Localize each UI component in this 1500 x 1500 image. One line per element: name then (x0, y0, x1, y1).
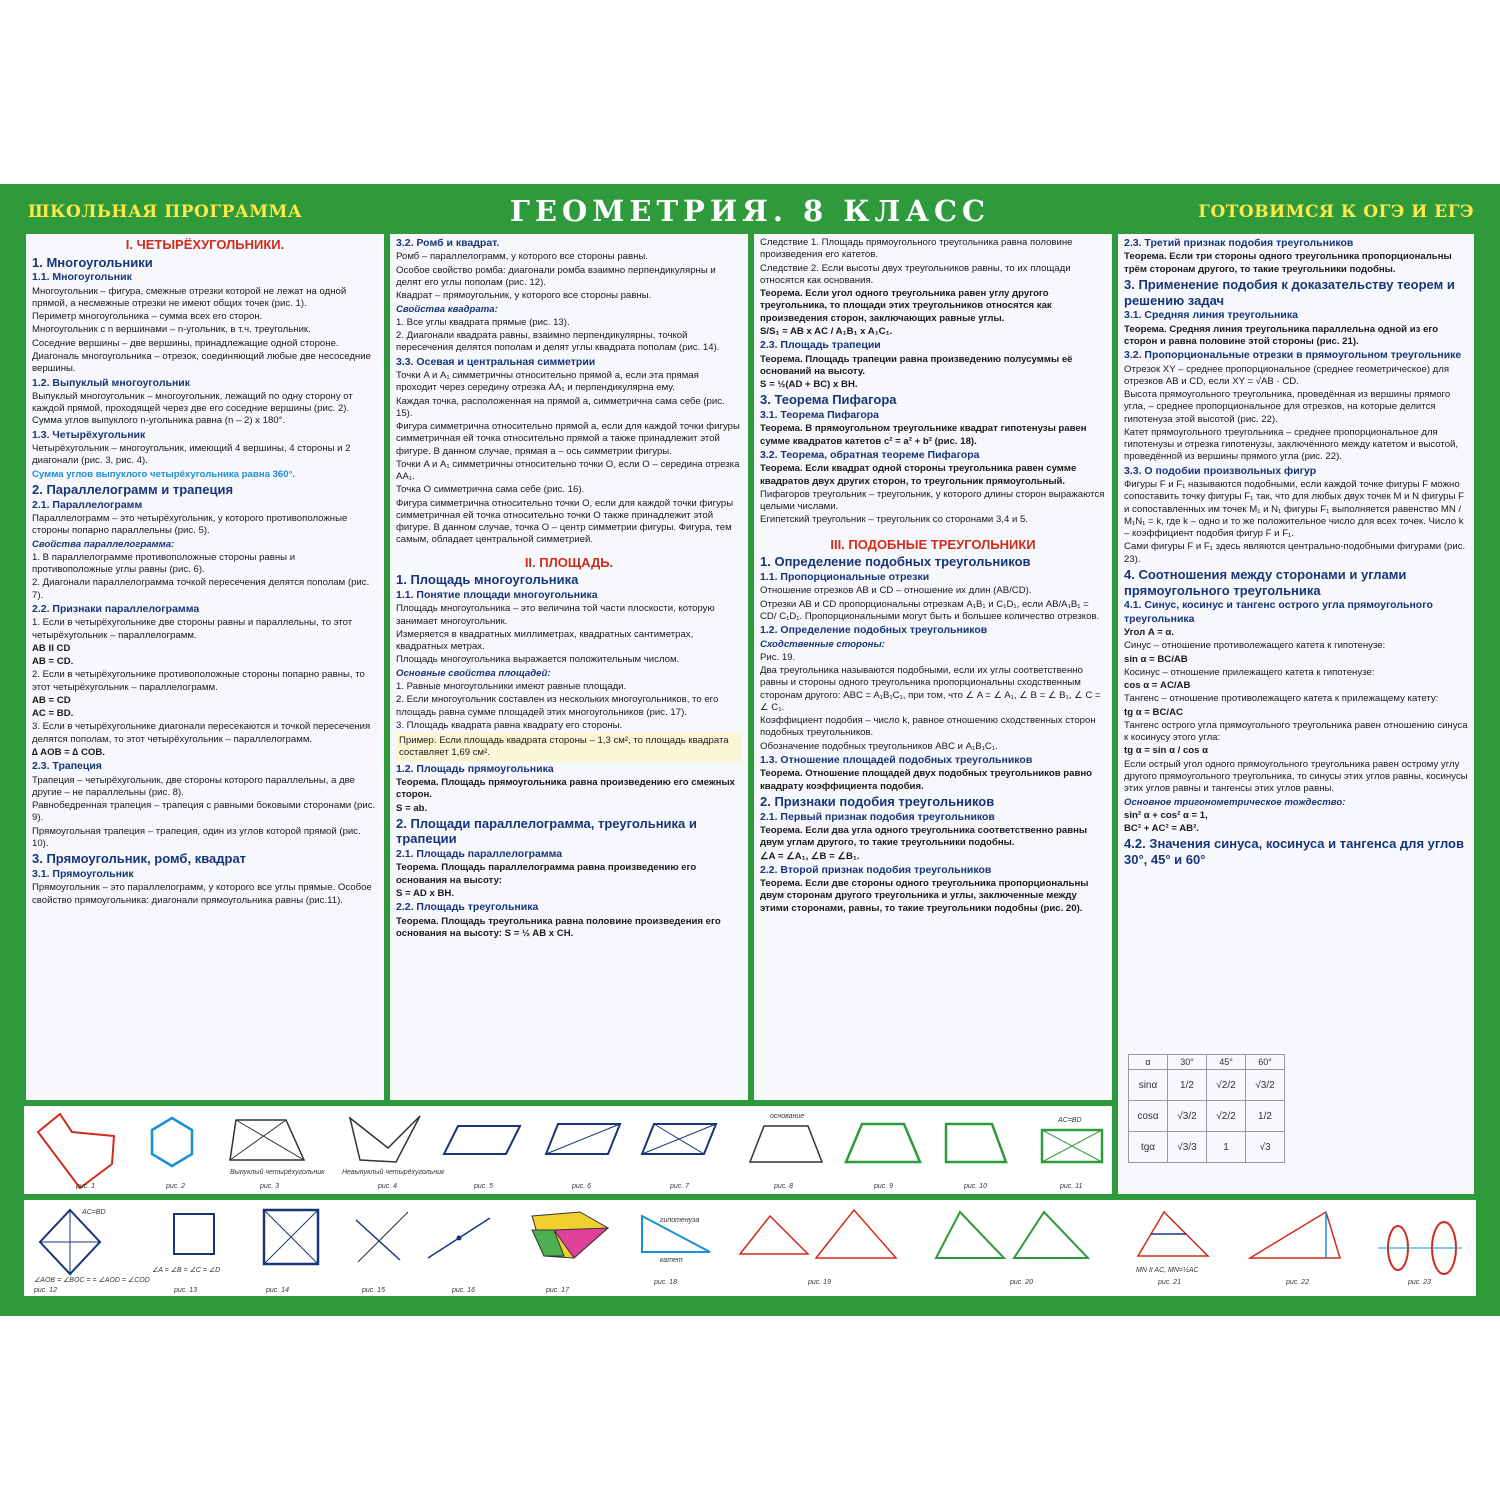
text: Фигура симметрична относительно прямой a, если для каждой точки фигуры симметричная ей точка относительно прямой a также принадлежит этой фигуре. В данном случае, прямая a – ось симметрии фигуры. (396, 421, 740, 457)
text: Квадрат – прямоугольник, у которого все стороны равны. (396, 290, 652, 302)
diagonal (236, 1120, 304, 1160)
text: 1. Все углы квадрата прямые (рис. 13). (396, 316, 570, 328)
figure-caption: рис. 2 (166, 1183, 186, 1190)
trapezoid-figure (750, 1126, 822, 1162)
diagonal (654, 1124, 704, 1154)
table-cell: α (1129, 1055, 1168, 1070)
subheading: 2.1. Первый признак подобия треугольников (760, 810, 995, 823)
table-cell: √3 (1246, 1132, 1285, 1163)
text: Синус – отношение противолежащего катета к гипотенузе: (1124, 640, 1386, 652)
figure-caption: рис. 22 (1286, 1279, 1309, 1286)
subheading: 3.3. Осевая и центральная симметрии (396, 355, 596, 368)
figure-caption: рис. 11 (1060, 1183, 1083, 1190)
text: Диагональ многоугольника – отрезок, соединяющий любые две несоседние вершины. (32, 350, 371, 375)
column-1 (26, 234, 384, 1100)
subheading: 2.3. Площадь трапеции (760, 339, 881, 352)
table-cell: 60° (1246, 1055, 1285, 1070)
text: Теорема. Площадь прямоугольника равна произведению его смежных сторон. (396, 777, 736, 801)
text: Трапеция – четырёхугольник, две стороны которого параллельны, а две другие – не параллельны (рис. 8). (32, 774, 356, 798)
table-cell: √2/2 (1207, 1101, 1246, 1132)
text: 1. Равные многоугольники имеют равные площади. (396, 680, 627, 692)
column-3 (754, 234, 1112, 1100)
triangle-figure (936, 1212, 1004, 1258)
text: 1. В параллелограмме противоположные стороны равны и противоположные углы равны (рис. 6). (32, 551, 296, 576)
figure-caption: AC=BD (82, 1209, 106, 1216)
text: Основные свойства площадей: (396, 667, 551, 679)
formula: S/S₁ = AB x AC / A₁B₁ x A₁C₁. (760, 325, 893, 337)
formula: S = AD x BH. (396, 887, 455, 899)
table-cell: 1/2 (1168, 1070, 1207, 1101)
figure-caption: рис. 3 (260, 1183, 280, 1190)
text: Параллелограмм – это четырёхугольник, у которого противоположные стороны попарно параллельны (рис. 5). (32, 513, 348, 537)
formula: tg α = BC/AC (1124, 706, 1183, 718)
figure-caption: рис. 9 (874, 1183, 894, 1190)
figure-caption: рис. 1 (76, 1183, 96, 1190)
section-title: II. ПЛОЩАДЬ. (524, 554, 614, 570)
formula: AB = CD. (32, 656, 74, 668)
text: Фигуры F и F₁ называются подобными, если каждой точке фигуры F можно сопоставить точку фигуры F₁ так, что для любых двух точек M и N фигуры F и сопоставленных им точек M₁ и N₁ фигуры F₁ выполняется равенство MN / M₁N₁ = k, где k – одно и то же положительное число для всех точек. Число k – коэффициент подобия фигур F и F₁. (1124, 479, 1464, 540)
figure-caption: рис. 7 (670, 1183, 690, 1190)
symmetry-line (358, 1212, 408, 1262)
table-cell: √2/2 (1207, 1070, 1246, 1101)
subheading: 3.3. О подобии произвольных фигур (1124, 464, 1317, 477)
subheading: 1.2. Определение подобных треугольников (760, 624, 988, 637)
text: Сами фигуры F и F₁ здесь являются центрально-подобными фигурами (рис. 23). (1124, 541, 1466, 565)
heading: 3. Теорема Пифагора (760, 392, 897, 408)
formula: BC² + AC² = AB². (1124, 823, 1199, 835)
heading: 3. Применение подобия к доказательству теорем и решению задач (1124, 276, 1455, 308)
column-2 (390, 234, 748, 1100)
text: Обозначение подобных треугольников ABC и A₁B₁C₁. (760, 740, 998, 752)
text: Теорема. Отношение площадей двух подобных треугольников равно квадрату коэффициента подобия. (760, 768, 1093, 792)
formula: ∆ AOB = ∆ COB. (32, 746, 105, 758)
subheading: 2.1. Параллелограмм (32, 498, 143, 511)
text: Катет прямоугольного треугольника – среднее пропорциональное для гипотенузы и отрезка гипотенузы, заключённого между катетом и высотой, проведённой из вершины прямого угла (рис. 22). (1124, 426, 1459, 463)
figure-caption: ∠AOB = ∠BOC = = ∠AOD = ∠COD (34, 1277, 150, 1284)
figure-caption: рис. 21 (1158, 1279, 1181, 1286)
subheading: 1.3. Отношение площадей подобных треугольников (760, 753, 1033, 766)
text: 1. Если в четырёхугольнике две стороны равны и параллельны, то этот четырёхугольник – параллелограмм. (32, 617, 353, 641)
text: Свойства квадрата: (396, 303, 498, 315)
figure-caption: рис. 23 (1408, 1279, 1431, 1286)
figure-caption: рис. 13 (174, 1287, 197, 1294)
square-figure (174, 1214, 214, 1254)
figure-caption: AC=BD (1058, 1117, 1082, 1124)
text: Рис. 19. (760, 651, 796, 663)
parallelogram-figure (444, 1126, 520, 1154)
text: Следствие 2. Если высоты двух треугольников равны, то их площади относятся как основания. (760, 262, 1071, 286)
text: Теорема. Средняя линия треугольника параллельна одной из его сторон и равна половине этой стороны (рис. 21). (1124, 323, 1439, 347)
formula: ∠A = ∠A₁, ∠B = ∠B₁. (760, 850, 860, 862)
subheading: 2.2. Площадь треугольника (396, 901, 539, 914)
figure-caption: рис. 18 (654, 1279, 677, 1286)
text: Измеряется в квадратных миллиметрах, квадратных сантиметрах, квадратных метрах. (396, 628, 694, 653)
diagonal (230, 1120, 286, 1160)
subheading: 3.2. Теорема, обратная теореме Пифагора (760, 448, 980, 461)
formula: sin α = BC/AB (1124, 653, 1188, 665)
heading: 4. Соотношения между сторонами и углами прямоугольного треугольника (1124, 566, 1407, 598)
table-cell: √3/2 (1168, 1101, 1207, 1132)
page-title: ГЕОМЕТРИЯ. 8 КЛАСС (509, 194, 991, 228)
text: Прямоугольная трапеция – трапеция, один из углов которой прямой (рис. 10). (32, 825, 361, 849)
heading: 1. Определение подобных треугольников (760, 554, 1031, 570)
text: Теорема. Если две стороны одного треугольника пропорциональны двум сторонам другого треугольника и углы, заключенные между этими сторонами, равны, то такие треугольники подобны (рис. 20). (760, 878, 1089, 914)
table-cell: 30° (1168, 1055, 1207, 1070)
formula: S = ½(AD + BC) x BH. (760, 379, 858, 391)
table-cell: 45° (1207, 1055, 1246, 1070)
text: Отношение отрезков AB и CD – отношение их длин (AB/CD). (760, 585, 1032, 597)
heading: 2. Параллелограмм и трапеция (32, 481, 234, 497)
polygon-figure (38, 1114, 114, 1188)
subheading: 3.1. Средняя линия треугольника (1124, 309, 1298, 322)
text: Отрезки AB и CD пропорциональны отрезкам A₁B₁ и C₁D₁, если AB/A₁B₁ = CD/ C₁D₁. Пропорциональными могут быть и большее количество отрезков. (760, 598, 1100, 622)
trig-table (1128, 1054, 1285, 1163)
formula: sin² α + cos² α = 1, (1124, 809, 1208, 821)
figure-caption: Невыпуклый четырёхугольник (342, 1169, 445, 1176)
section-title: III. ПОДОБНЫЕ ТРЕУГОЛЬНИКИ (830, 536, 1036, 552)
text: Следствие 1. Площадь прямоугольного треугольника равна половине произведения его катетов. (760, 237, 1073, 261)
text: Ромб – параллелограмм, у которого все стороны равны. (396, 251, 648, 263)
text: Свойства параллелограмма: (32, 538, 175, 550)
table-cell: 1 (1207, 1132, 1246, 1163)
formula: cos α = AC/AB (1124, 680, 1191, 692)
text: Каждая точка, расположенная на прямой a, симметрична сама себе (рис. 15). (396, 395, 725, 419)
text: 2. Диагонали квадрата равны, взаимно перпендикулярны, точкой пересечения делятся пополам и делят углы квадрата пополам (рис. 14). (396, 330, 720, 354)
figure-caption: рис. 12 (34, 1287, 57, 1294)
triangle-figure (1014, 1212, 1088, 1258)
subheading: 1.1. Многоугольник (32, 271, 132, 284)
text: Четырёхугольник – многоугольник, имеющий 4 вершины, 4 стороны и 2 диагонали (рис. 3, рис. 4). (32, 443, 351, 467)
subheading: 2.2. Второй признак подобия треугольников (760, 863, 992, 876)
text: Площадь многоугольника выражается положительным числом. (396, 654, 680, 666)
subheading: 1.1. Пропорциональные отрезки (760, 570, 930, 583)
subheading: 3.1. Теорема Пифагора (760, 408, 880, 421)
figure-caption: рис. 17 (546, 1287, 569, 1294)
text: Теорема. Площадь трапеции равна произведению полусуммы её оснований на высоту. (760, 353, 1073, 377)
figure-caption: рис. 16 (452, 1287, 475, 1294)
text: Прямоугольник – это параллелограмм, у которого все углы прямые. Особое свойство прямоугольника: диагонали прямоугольника равны (рис.11). (32, 882, 372, 906)
text: Многоугольник – фигура, смежные отрезки которой не лежат на одной прямой, а несмежные отрезки не имеют общих точек (рис. 1). (32, 285, 347, 309)
subheading: 1.2. Выпуклый многоугольник (32, 376, 190, 389)
text: Тангенс – отношение противолежащего катета к прилежащему катету: (1124, 693, 1439, 705)
text: Теорема. В прямоугольном треугольнике квадрат гипотенузы равен сумме квадратов катетов c² = a² + b² (рис. 18). (760, 423, 1087, 447)
text: Коэффициент подобия – число k, равное отношению сходственных сторон подобных треугольников. (760, 715, 1096, 739)
text: Периметр многоугольника – сумма всех его сторон. (32, 311, 263, 323)
subheading: 2.2. Признаки параллелограмма (32, 602, 200, 615)
header-right: ГОТОВИМСЯ К ОГЭ И ЕГЭ (1198, 202, 1474, 222)
figure-caption: основание (770, 1113, 805, 1120)
example-note: Пример. Если площадь квадрата стороны – 1,3 см², то площадь квадрата составляет 1,69 см². (396, 733, 742, 762)
text: Площадь многоугольника – это величина той части плоскости, которую занимает многоугольник. (396, 603, 715, 627)
right-trapezoid-figure (946, 1124, 1006, 1162)
figure-caption: рис. 19 (808, 1279, 831, 1286)
figure-caption: рис. 14 (266, 1287, 289, 1294)
formula: AB = CD (32, 694, 71, 706)
column-4 (1118, 234, 1474, 1194)
text: Египетский треугольник – треугольник со сторонами 3,4 и 5. (760, 514, 1028, 526)
figure-caption: рис. 5 (474, 1183, 494, 1190)
isosceles-trapezoid-figure (846, 1124, 920, 1162)
text: Основное тригонометрическое тождество: (1124, 796, 1346, 808)
figure-caption: гипотенуза (660, 1217, 700, 1224)
subheading: 3.1. Прямоугольник (32, 867, 134, 880)
figure-caption: рис. 20 (1010, 1279, 1033, 1286)
text: Многоугольник с n вершинами – n-угольник, в т.ч. треугольник. (32, 324, 311, 336)
text: Теорема. Если квадрат одной стороны треугольника равен сумме квадратов двух других сторон, то треугольник прямоугольный. (760, 463, 1077, 487)
heading: 3. Прямоугольник, ромб, квадрат (32, 851, 247, 867)
figure-caption: рис. 4 (378, 1183, 398, 1190)
formula: AC = BD. (32, 708, 74, 720)
table-row (1129, 1101, 1285, 1132)
figure-row-1 (24, 1106, 1112, 1194)
heading: 2. Площади параллелограмма, треугольника и трапеции (396, 815, 697, 847)
formula: tg α = sin α / cos α (1124, 745, 1209, 757)
figure-caption: ∠A = ∠B = ∠C = ∠D (152, 1267, 221, 1274)
text: Сумма углов выпуклого четырёхугольника равна 360°. (32, 468, 296, 480)
text: 3. Площадь квадрата равна квадрату его стороны. (396, 719, 623, 731)
table-row (1129, 1070, 1285, 1101)
text: Отрезок XY – среднее пропорциональное (среднее геометрическое) для отрезков AB и CD, если XY = √AB · CD. (1124, 363, 1450, 387)
text: Теорема. Площадь треугольника равна половине произведения его основания на высоту: S = ½ AB x CH. (396, 915, 721, 939)
heading: 1. Площадь многоугольника (396, 572, 579, 588)
text: Теорема. Если три стороны одного треугольника пропорциональны трём сторонам другого, то такие треугольники подобны. (1124, 251, 1452, 275)
subheading: 3.2. Пропорциональные отрезки в прямоугольном треугольнике (1124, 349, 1462, 362)
text: Если острый угол одного прямоугольного треугольника равен острому углу другого прямоугольного треугольника, то синусы этих углов равны, косинусы этих углов равны и тангенсы этих углов равны. (1124, 758, 1468, 795)
text: Два треугольника называются подобными, если их углы соответственно равны и стороны одного треугольника пропорциональны сходственным сторонам другого: ABC = A₁B₁C₁, при том, что ∠ A = ∠ A₁, ∠ B = ∠ B₁, ∠ C = ∠ C₁. (760, 665, 1101, 713)
text: 3. Если в четырёхугольнике диагонали пересекаются и точкой пересечения делятся пополам, то этот четырёхугольник – параллелограмм. (32, 721, 371, 745)
section-title: I. ЧЕТЫРЁХУГОЛЬНИКИ. (125, 237, 285, 252)
text: Выпуклый многоугольник – многоугольник, лежащий по одну сторону от каждой прямой, проходящей через две его соседние вершины (рис. 2). Сумма углов выпуклого n-угольника равна (n – 2) х 180°. (32, 390, 353, 427)
figure-caption: рис. 6 (572, 1183, 592, 1190)
table-row (1129, 1132, 1285, 1163)
text: Точка O симметрична сама себе (рис. 16). (396, 484, 585, 496)
text: Соседние вершины – две вершины, принадлежащие одной стороне. (32, 337, 339, 349)
text: Сходственные стороны: (760, 638, 885, 650)
figure-caption: катет (660, 1257, 683, 1264)
subheading: 3.2. Ромб и квадрат. (396, 237, 500, 249)
header-left: ШКОЛЬНАЯ ПРОГРАММА (28, 202, 303, 222)
center-point (457, 1236, 462, 1241)
table-cell: 1/2 (1246, 1101, 1285, 1132)
figure-caption: MN II AC, MN=½AC (1136, 1267, 1199, 1274)
text: Пифагоров треугольник – треугольник, у которого длины сторон выражаются целыми числами. (760, 488, 1105, 513)
text: Высота прямоугольного треугольника, проведённая из вершины прямого угла, – среднее пропорциональное для отрезков, на которые делится гипотенуза этой высотой (рис. 22). (1124, 389, 1451, 425)
figure-caption: рис. 8 (774, 1183, 794, 1190)
text: Угол A = α. (1124, 627, 1174, 639)
table-cell: √3/3 (1168, 1132, 1207, 1163)
nonconvex-figure (350, 1116, 420, 1162)
heading: 2. Признаки подобия треугольников (760, 793, 995, 809)
triangle-figure (740, 1216, 808, 1254)
text: Косинус – отношение прилежащего катета к гипотенузе: (1124, 666, 1375, 678)
text: Теорема. Если угол одного треугольника равен углу другого треугольника, то площади этих треугольников относятся как произведения сторон, заключающих равные углы. (760, 288, 1052, 324)
text: Особое свойство ромба: диагонали ромба взаимно перпендикулярны и делят его углы пополам (рис. 12). (396, 264, 716, 288)
text: Тангенс острого угла прямоугольного треугольника равен отношению синуса к косинусу этого угла: (1124, 719, 1468, 744)
subheading: 2.3. Третий признак подобия треугольников (1124, 237, 1354, 249)
table-cell: √3/2 (1246, 1070, 1285, 1101)
table-cell: sinα (1129, 1070, 1168, 1101)
text: Фигура симметрична относительно точки O, если для каждой точки фигуры симметричная ей точка относительно точки O также принадлежит этой фигуре. В данном случае, точка O – центр симметрии фигуры. Фигура, тем самым, обладает центральной симметрией. (396, 497, 734, 546)
table-row (1129, 1055, 1285, 1070)
text: Равнобедренная трапеция – трапеция с равными боковыми сторонами (рис. 9). (32, 800, 376, 824)
text: 2. Диагонали параллелограмма точкой пересечения делятся пополам (рис. 7). (32, 577, 370, 601)
figure-caption: Выпуклый четырёхугольник (230, 1169, 325, 1176)
text: Теорема. Если два угла одного треугольника соответственно равны двум углам другого, то такие треугольники подобны. (760, 824, 1088, 849)
formula: S = ab. (396, 802, 428, 814)
hexagon-figure (152, 1118, 192, 1166)
heading: 4.2. Значения синуса, косинуса и тангенса для углов 30°, 45° и 60° (1124, 836, 1464, 867)
header (0, 184, 1500, 234)
text: 2. Если многоугольник составлен из нескольких многоугольников, то его площадь равна сумме площадей этих многоугольников (рис. 17). (396, 694, 719, 718)
subheading: 1.1. Понятие площади многоугольника (396, 588, 598, 601)
subheading: 4.1. Синус, косинус и тангенс острого угла прямоугольного треугольника (1124, 599, 1433, 625)
text: Теорема. Площадь параллелограмма равна произведению его основания на высоту: (396, 862, 697, 886)
figure-row-2 (24, 1200, 1476, 1296)
heading: 1. Многоугольники (32, 254, 153, 270)
text: Точки A и A₁ симметричны относительно точки O, если O – середина отрезка AA₁. (396, 458, 740, 483)
subheading: 1.3. Четырёхугольник (32, 428, 146, 441)
subheading: 1.2. Площадь прямоугольника (396, 762, 554, 775)
figure-caption: рис. 15 (362, 1287, 385, 1294)
formula: AB II CD (32, 642, 71, 654)
table-cell: tgα (1129, 1132, 1168, 1163)
text: 2. Если в четырёхугольнике противоположные стороны попарно равны, то этот четырёхугольник – параллелограмм. (32, 669, 365, 693)
text: Точки A и A₁ симметричны относительно прямой a, если эта прямая проходит через середину отрезка AA₁ и перпендикулярна ему. (396, 370, 699, 394)
triangle-figure (816, 1210, 896, 1258)
figure-caption: рис. 10 (964, 1183, 987, 1190)
subheading: 2.3. Трапеция (32, 760, 102, 773)
subheading: 2.1. Площадь параллелограмма (396, 847, 563, 860)
table-cell: cosα (1129, 1101, 1168, 1132)
